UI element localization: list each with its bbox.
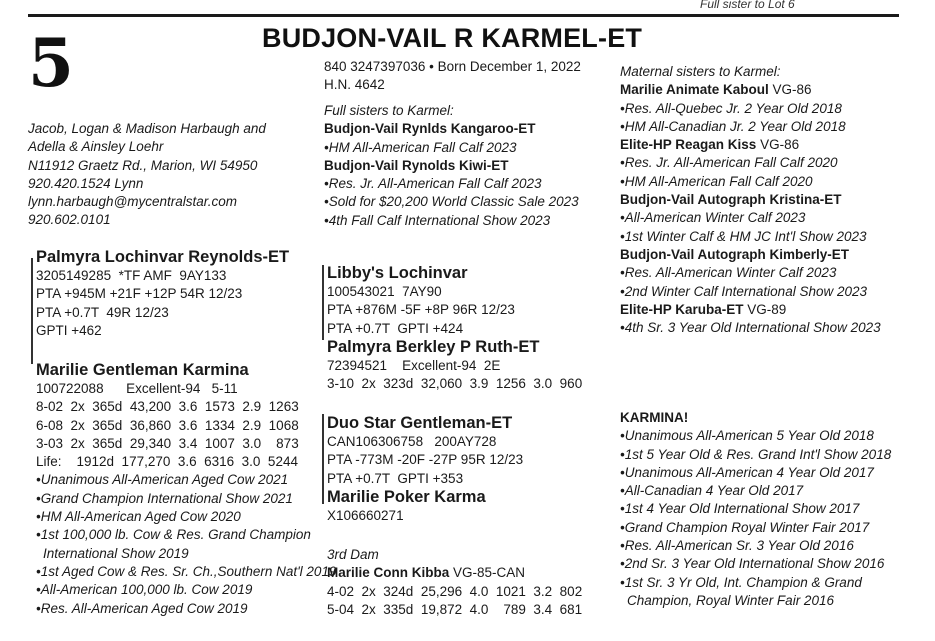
sire-sire-block [327, 263, 515, 338]
sister-score: VG-86 [756, 137, 800, 153]
consignor-phone: 920.602.0101 [28, 212, 111, 228]
third-dam-block [327, 546, 582, 619]
sister-honor: •Sold for $20,200 World Classic Sale 2023 [324, 194, 579, 210]
herd-number: H.N. 4642 [324, 77, 385, 93]
dam-name: Marilie Gentleman Karmina [36, 361, 249, 379]
sister-name: Marilie Animate Kaboul [620, 82, 769, 98]
sister-honor: •1st Winter Calf & HM JC Int'l Show 2023 [620, 228, 867, 244]
sister-honor: •HM All-American Fall Calf 2023 [324, 139, 517, 155]
dam-sire-info: CAN106306758 200AY728 [327, 434, 497, 449]
sister-honor: •HM All-Canadian Jr. 2 Year Old 2018 [620, 118, 846, 134]
consignor-email[interactable]: lynn.harbaugh@mycentralstar.com [28, 194, 238, 210]
sire-dam-name: Palmyra Berkley P Ruth-ET [327, 338, 540, 356]
karmina-honor: •1st Sr. 3 Yr Old, Int. Champion & Grand [620, 574, 862, 590]
dam-info: 100722088 Excellent-94 5-11 [36, 381, 238, 396]
sire-sire-info: 100543021 7AY90 [327, 284, 442, 299]
animal-title: BUDJON-VAIL R KARMEL-ET [262, 23, 643, 53]
consignor-address: N11912 Graetz Rd., Marion, WI 54950 [28, 157, 258, 173]
dam-sire-name: Duo Star Gentleman-ET [327, 414, 513, 432]
karmina-honor: •All-Canadian 4 Year Old 2017 [620, 483, 804, 499]
sister-name: Elite-HP Karuba-ET [620, 301, 744, 317]
sire-sire-name: Libby's Lochinvar [327, 264, 468, 282]
dam-record: 8-02 2x 365d 43,200 3.6 1573 2.9 1263 [36, 399, 299, 415]
third-dam-record: 4-02 2x 324d 25,296 4.0 1021 3.2 802 [327, 583, 583, 599]
dam-honor: •1st 100,000 lb. Cow & Res. Grand Champion [36, 527, 311, 543]
consignor-phone: 920.420.1524 Lynn [28, 175, 144, 191]
top-rule [28, 14, 899, 17]
sire-dam-block [327, 337, 582, 394]
karmina-honor: •1st 5 Year Old & Res. Grand Int'l Show 2018 [620, 446, 892, 462]
karmina-honor: Champion, Royal Winter Fair 2016 [627, 592, 834, 608]
sister-name: Budjon-Vail Autograph Kimberly-ET [620, 246, 850, 262]
karmina-honor: •2nd Sr. 3 Year Old International Show 2016 [620, 556, 885, 572]
pedigree-bracket [322, 265, 324, 340]
karmina-honor: •1st 4 Year Old International Show 2017 [620, 501, 860, 517]
pedigree-bracket [31, 258, 33, 364]
third-dam-name: Marilie Conn Kibba [327, 565, 450, 581]
sire-sire-info: PTA +0.7T GPTI +424 [327, 320, 464, 336]
sister-honor: •All-American Winter Calf 2023 [620, 210, 806, 226]
karmina-honor: •Grand Champion Royal Winter Fair 2017 [620, 519, 870, 535]
full-sisters-heading: Full sisters to Karmel: [324, 103, 454, 118]
dam-dam-info: X106660271 [327, 508, 404, 523]
registration-line: 840 3247397036 • Born December 1, 2022 [324, 59, 581, 74]
third-dam-score: VG-85-CAN [449, 565, 526, 581]
karmina-block [620, 409, 891, 610]
dam-sire-block [327, 413, 523, 488]
sister-honor: •Res. Jr. All-American Fall Calf 2023 [324, 176, 542, 192]
registration-block [324, 58, 581, 95]
dam-dam-name: Marilie Poker Karma [327, 488, 486, 506]
dam-honor: •Unanimous All-American Aged Cow 2021 [36, 472, 289, 488]
sire-info: PTA +945M +21F +12P 54R 12/23 [36, 286, 243, 302]
sister-honor: •Res. All-Quebec Jr. 2 Year Old 2018 [620, 100, 842, 116]
sister-honor: •HM All-American Fall Calf 2020 [620, 173, 813, 189]
karmina-honor: •Res. All-American Sr. 3 Year Old 2016 [620, 538, 854, 554]
dam-lifetime: Life: 1912d 177,270 3.6 6316 3.0 5244 [36, 454, 298, 470]
sire-sire-info: PTA +876M -5F +8P 96R 12/23 [327, 302, 515, 318]
sister-honor: •4th Fall Calf International Show 2023 [324, 212, 551, 228]
dam-honor: •All-American 100,000 lb. Cow 2019 [36, 582, 253, 598]
maternal-sisters-heading: Maternal sisters to Karmel: [620, 64, 781, 79]
dam-dam-block [327, 487, 486, 525]
sister-name: Budjon-Vail Rynolds Kiwi-ET [324, 157, 509, 173]
sister-score: VG-89 [743, 301, 787, 317]
sister-name: Budjon-Vail Autograph Kristina-ET [620, 192, 842, 208]
maternal-sister [620, 81, 881, 99]
sister-honor: •Res. Jr. All-American Fall Calf 2020 [620, 155, 838, 171]
maternal-sisters-block [620, 63, 881, 337]
consignor-line: Jacob, Logan & Madison Harbaugh and [28, 121, 266, 136]
sister-honor: •Res. All-American Winter Calf 2023 [620, 265, 837, 281]
full-sisters-block [324, 102, 579, 230]
karmina-heading: KARMINA! [620, 410, 689, 425]
sire-name: Palmyra Lochinvar Reynolds-ET [36, 248, 290, 266]
sire-block [36, 247, 289, 340]
sister-name: Budjon-Vail Rynlds Kangaroo-ET [324, 121, 536, 137]
consignor-block [28, 120, 266, 230]
dam-block [36, 360, 336, 618]
sire-info: GPTI +462 [36, 322, 102, 338]
maternal-sister [620, 136, 881, 154]
dam-record: 3-03 2x 365d 29,340 3.4 1007 3.0 873 [36, 435, 299, 451]
dam-honor: International Show 2019 [43, 545, 189, 561]
sister-honor: •4th Sr. 3 Year Old International Show 2023 [620, 320, 881, 336]
sire-dam-info: 72394521 Excellent-94 2E [327, 358, 501, 373]
dam-sire-info: PTA -773M -20F -27P 95R 12/23 [327, 452, 524, 468]
dam-honor: •Res. All-American Aged Cow 2019 [36, 600, 248, 616]
consignor-line: Adella & Ainsley Loehr [28, 139, 164, 155]
dam-sire-info: PTA +0.7T GPTI +353 [327, 470, 464, 486]
sister-name: Elite-HP Reagan Kiss [620, 137, 757, 153]
dam-honor: •Grand Champion International Show 2021 [36, 490, 293, 506]
previous-page-caption: Full sister to Lot 6 [700, 0, 795, 11]
sister-score: VG-86 [768, 82, 812, 98]
maternal-sister [620, 301, 881, 319]
sire-info: PTA +0.7T 49R 12/23 [36, 304, 169, 320]
karmina-honor: •Unanimous All-American 4 Year Old 2017 [620, 464, 874, 480]
dam-record: 6-08 2x 365d 36,860 3.6 1334 2.9 1068 [36, 417, 299, 433]
lot-number: 5 [28, 24, 74, 102]
dam-honor: •1st Aged Cow & Res. Sr. Ch.,Southern Nat'l 2019 [36, 563, 337, 579]
dam-honor: •HM All-American Aged Cow 2020 [36, 509, 241, 525]
third-dam-record: 5-04 2x 335d 19,872 4.0 789 3.4 681 [327, 601, 583, 617]
karmina-honor: •Unanimous All-American 5 Year Old 2018 [620, 428, 874, 444]
sister-honor: •2nd Winter Calf International Show 2023 [620, 283, 868, 299]
third-dam-heading: 3rd Dam [327, 547, 379, 562]
third-dam-title [327, 564, 582, 582]
sire-info: 3205149285 *TF AMF 9AY133 [36, 268, 227, 283]
sire-dam-record: 3-10 2x 323d 32,060 3.9 1256 3.0 960 [327, 376, 583, 392]
